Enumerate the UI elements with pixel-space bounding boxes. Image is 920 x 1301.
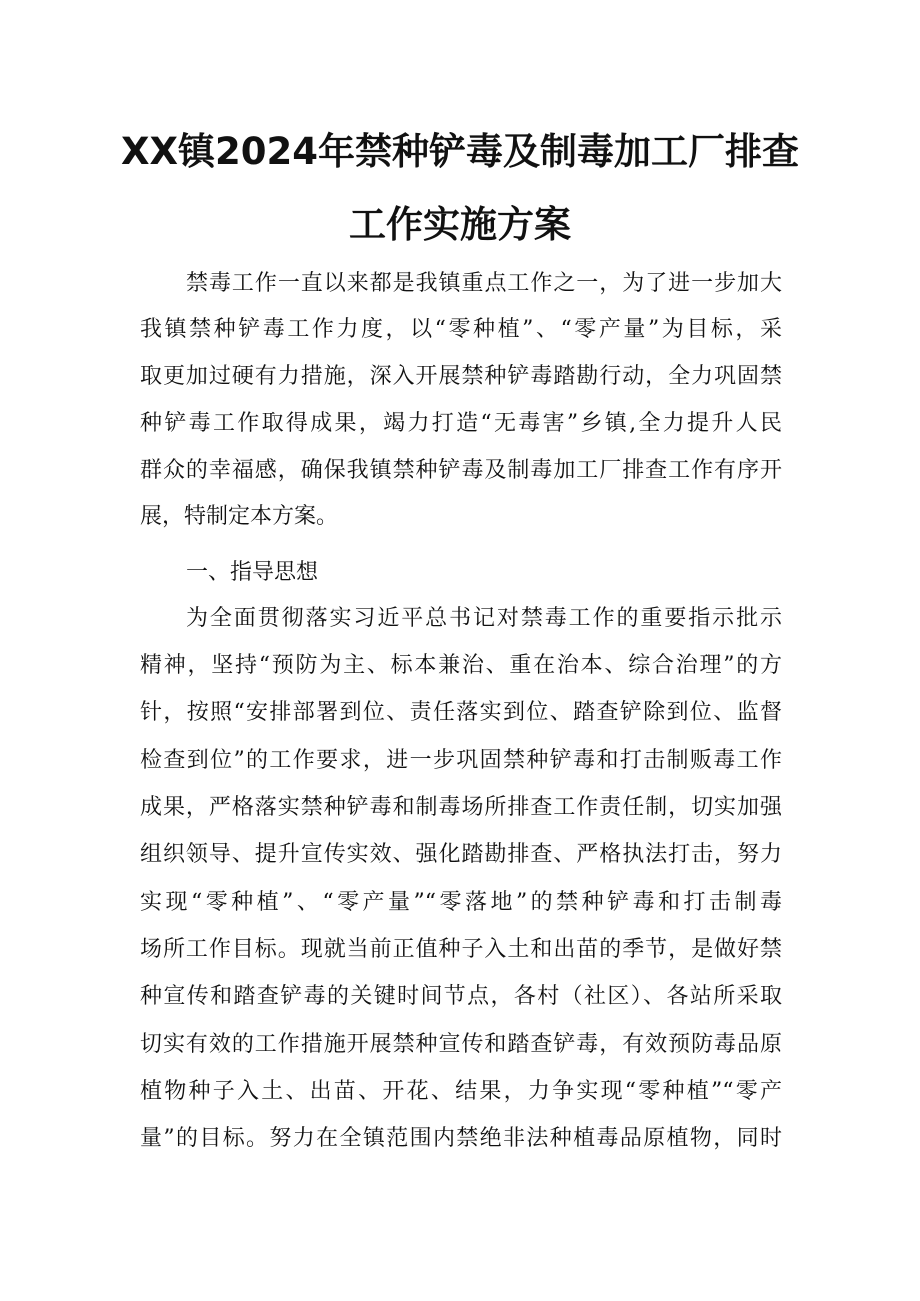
paragraph-line: 植物种子入土、出苗、开花、结果，力争实现“零种植”“零产 [140,1079,782,1104]
paragraph-line: 为全面贯彻落实习近平总书记对禁毒工作的重要指示批示 [186,606,782,631]
paragraph-line: 展，特制定本方案。 [140,504,339,529]
paragraph-line: 种铲毒工作取得成果，竭力打造“无毒害”乡镇,全力提升人民 [140,411,782,436]
document-title-line-2: 工作实施方案 [349,203,571,246]
paragraph-line: 组织领导、提升宣传实效、强化踏勘排查、严格执法打击，努力 [140,842,782,867]
paragraph-line: 检查到位”的工作要求，进一步巩固禁种铲毒和打击制贩毒工作 [140,748,782,773]
paragraph-line: 针，按照“安排部署到位、责任落实到位、踏查铲除到位、监督 [140,700,782,725]
paragraph-line: 群众的幸福感，确保我镇禁种铲毒及制毒加工厂排查工作有序开 [140,458,782,483]
paragraph-line: 禁毒工作一直以来都是我镇重点工作之一，为了进一步加大 [186,271,782,296]
paragraph-line: 实现“零种植”、“零产量”“零落地”的禁种铲毒和打击制毒 [140,890,782,915]
section-heading: 一、指导思想 [186,560,319,585]
paragraph-line: 种宣传和踏查铲毒的关键时间节点，各村（社区）、各站所采取 [140,984,782,1009]
paragraph-line: 成果，严格落实禁种铲毒和制毒场所排查工作责任制，切实加强 [140,795,782,820]
paragraph-line: 切实有效的工作措施开展禁种宣传和踏查铲毒，有效预防毒品原 [140,1032,782,1057]
paragraph-line: 场所工作目标。现就当前正值种子入土和出苗的季节，是做好禁 [140,937,782,962]
paragraph-line: 精神，坚持“预防为主、标本兼治、重在治本、综合治理”的方 [140,653,782,678]
document-title-line-1: XX镇2024年禁种铲毒及制毒加工厂排查 [120,130,800,173]
paragraph-line: 取更加过硬有力措施，深入开展禁种铲毒踏勘行动，全力巩固禁 [140,364,782,389]
paragraph-line: 量”的目标。努力在全镇范围内禁绝非法种植毒品原植物，同时 [140,1126,782,1151]
paragraph-line: 我镇禁种铲毒工作力度，以“零种植”、“零产量”为目标，采 [140,317,782,342]
